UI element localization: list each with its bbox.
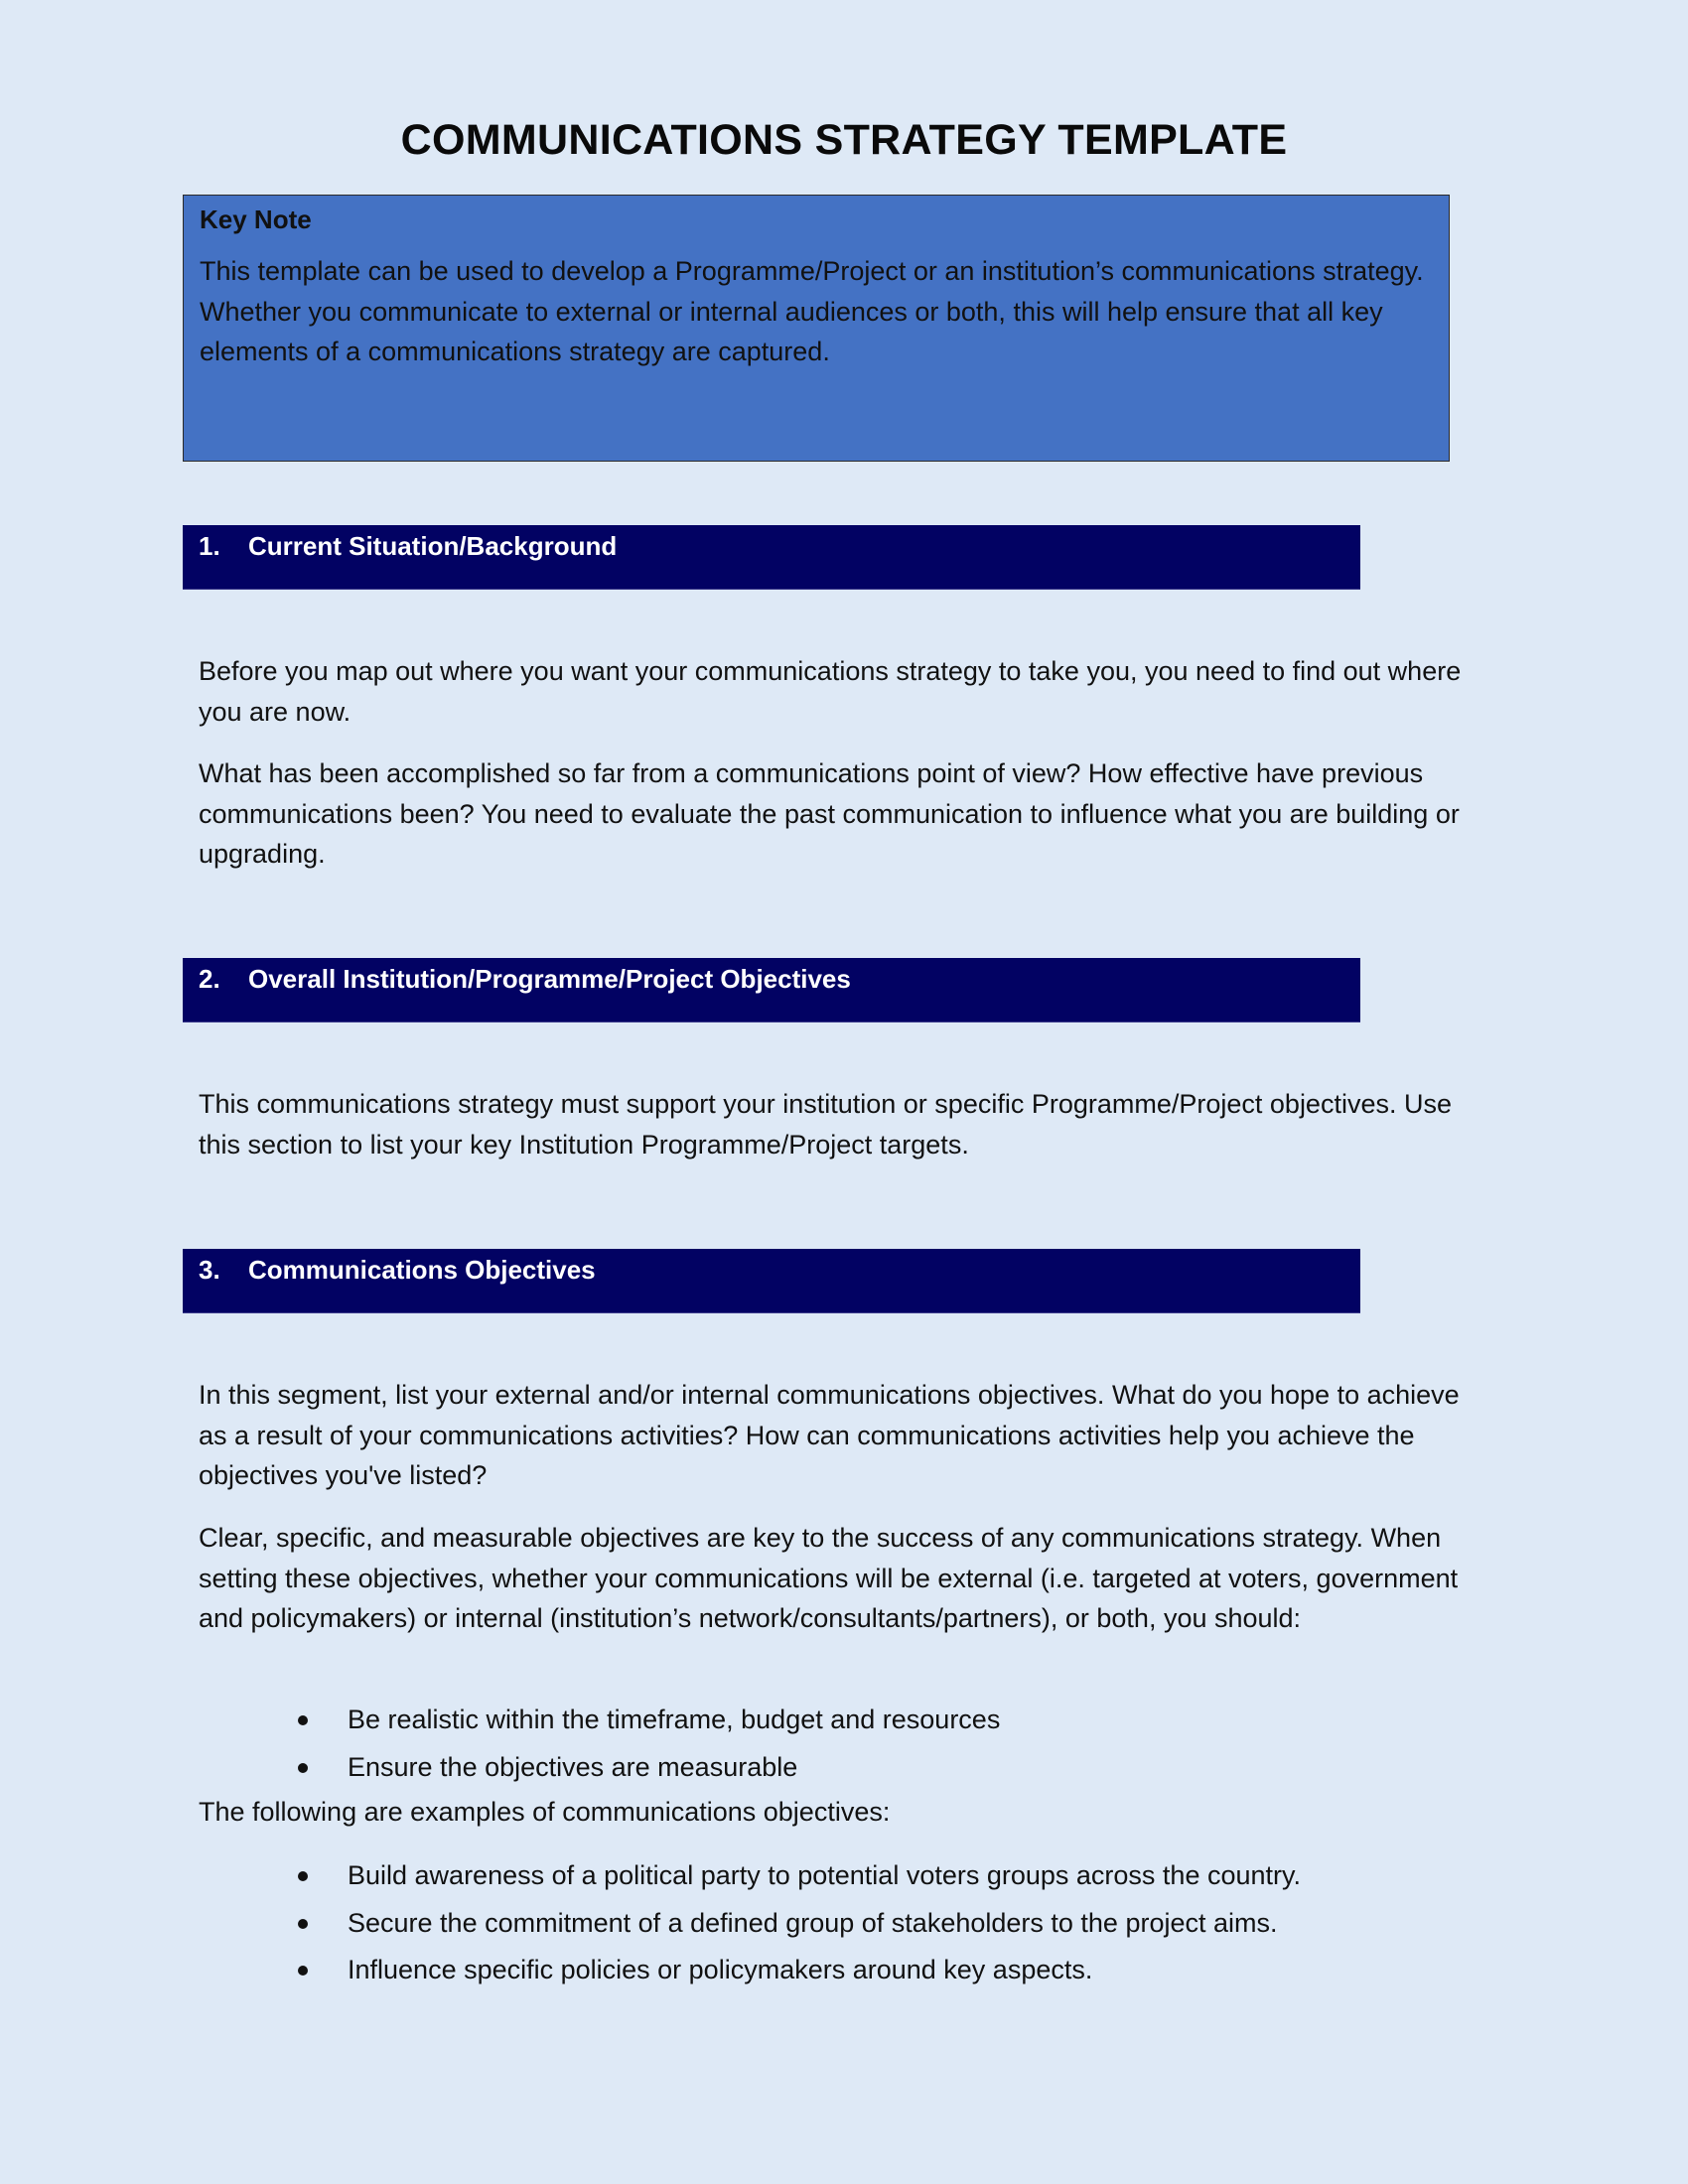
page-title: COMMUNICATIONS STRATEGY TEMPLATE (400, 116, 1288, 164)
section-heading: Communications Objectives (248, 1255, 596, 1285)
section-number: 1. (199, 531, 220, 561)
bullet-icon (298, 1715, 308, 1725)
list-item-text: Influence specific policies or policymakers around key aspects. (348, 1955, 1093, 1984)
list-item-text: Build awareness of a political party to potential voters groups across the country. (348, 1860, 1302, 1890)
paragraph: In this segment, list your external and/or internal communications objectives. What do you hope to achieve as a result of your communications activities? How can communications activities help you achieve the objectives you've listed? (199, 1380, 1460, 1490)
examples-list (199, 1852, 1489, 1994)
key-note-body: This template can be used to develop a Programme/Project or an institution’s communications strategy. Whether you communicate to external or internal audiences or both, this will help ensure that all key elements of a communications strategy are captured. (200, 256, 1424, 366)
bullet-icon (298, 1871, 308, 1881)
list-item-text: Ensure the objectives are measurable (348, 1751, 798, 1782)
section-heading: Overall Institution/Programme/Project Objectives (248, 964, 851, 994)
paragraph: Clear, specific, and measurable objectives are key to the success of any communications strategy. When setting these objectives, whether your communications will be external (i.e. targeted at voters, government and policymakers) or internal (institution’s network/consultants/partners), or both, you should: (199, 1523, 1459, 1633)
section-heading: Current Situation/Background (248, 531, 618, 561)
section-number: 3. (199, 1255, 220, 1285)
paragraph: What has been accomplished so far from a communications point of view? How effective have previous communications been? You need to evaluate the past communication to influence what you are building or upgrading. (199, 758, 1460, 869)
list-item (199, 1852, 1489, 1900)
key-note-heading: Key Note (200, 205, 312, 234)
list-item (199, 1697, 1489, 1744)
examples-intro: The following are examples of communications objectives: (199, 1797, 891, 1827)
list-item (199, 1947, 1489, 1994)
list-item-text: Secure the commitment of a defined group of stakeholders to the project aims. (348, 1907, 1278, 1938)
section-header-communications-objectives (183, 1249, 1360, 1313)
bullet-icon (298, 1763, 308, 1773)
list-item-text: Be realistic within the timeframe, budget and resources (348, 1705, 1001, 1734)
bullet-icon (298, 1966, 308, 1976)
bullet-icon (298, 1919, 308, 1929)
guidelines-list (199, 1697, 1489, 1791)
section-header-overall-objectives (183, 958, 1360, 1023)
list-item (199, 1744, 1489, 1792)
list-item (199, 1900, 1489, 1948)
section-number: 2. (199, 964, 220, 994)
paragraph: Before you map out where you want your communications strategy to take you, you need to find out where you are now. (199, 656, 1462, 727)
key-note-box (183, 195, 1450, 462)
section-header-current-situation (183, 525, 1360, 590)
paragraph: This communications strategy must support your institution or specific Programme/Project objectives. Use this section to list your key Institution Programme/Project targets. (199, 1089, 1452, 1160)
